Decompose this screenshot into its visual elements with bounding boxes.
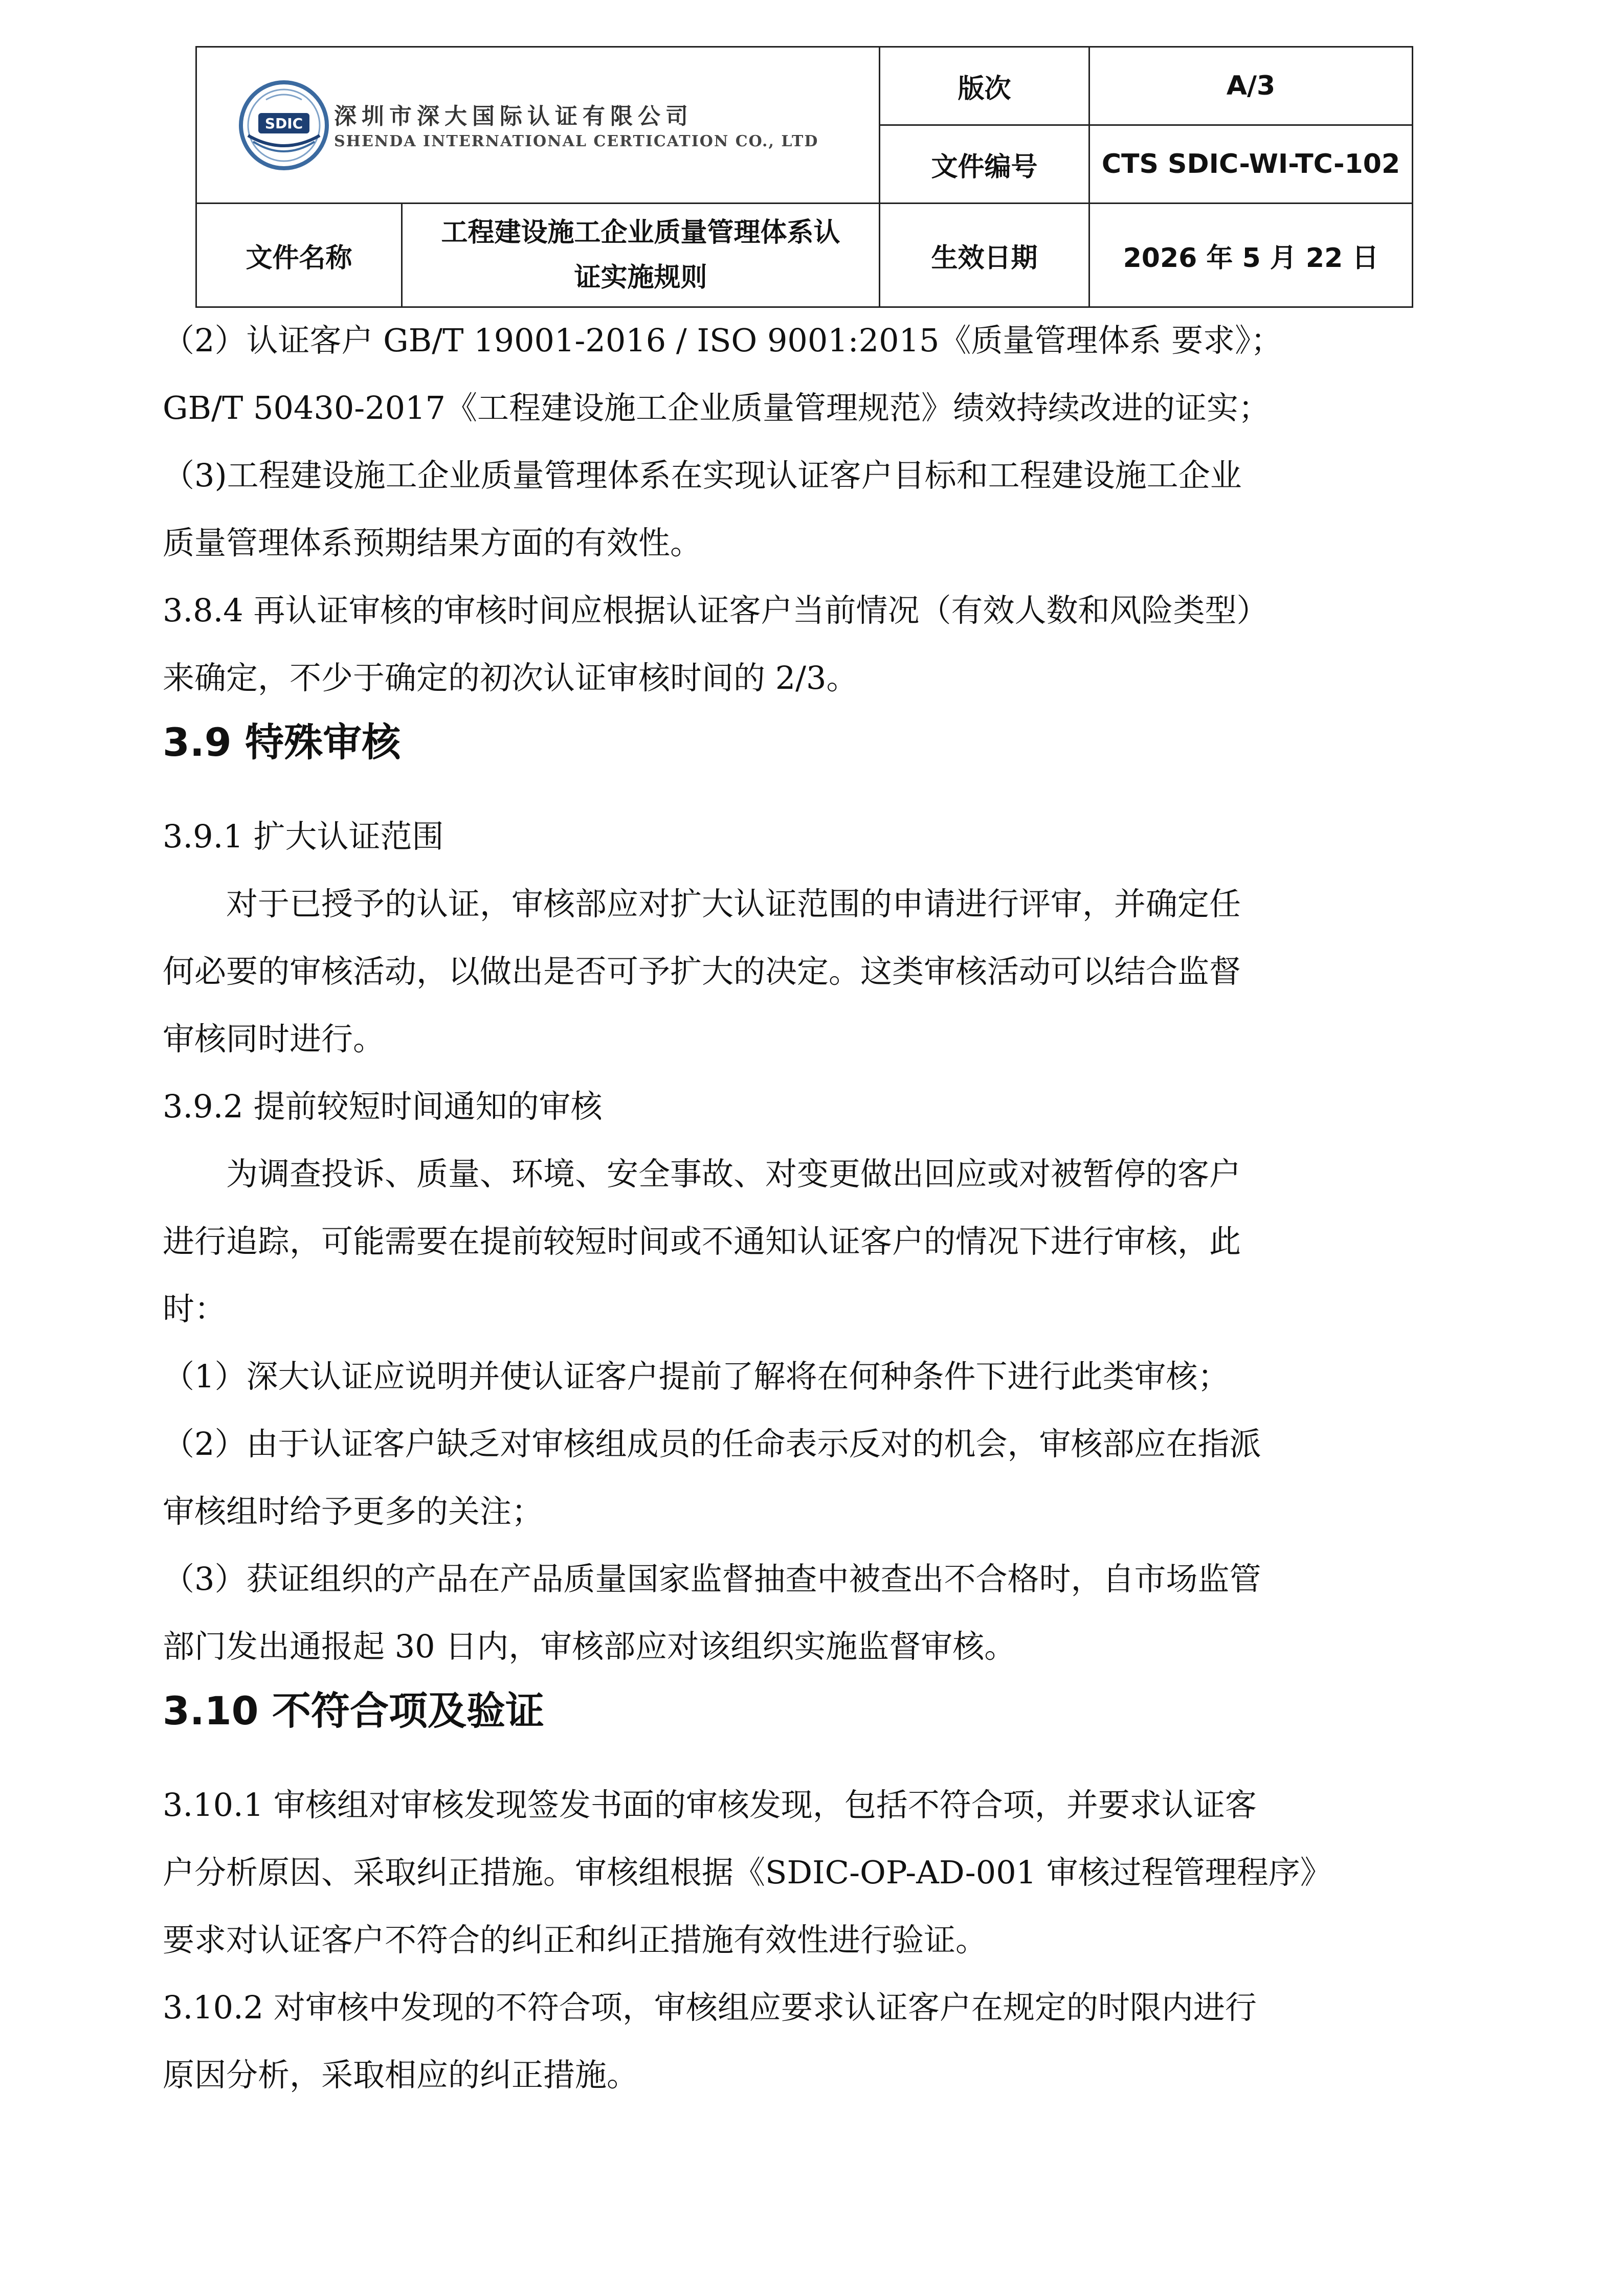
document-header-table	[195, 46, 1413, 308]
paragraph-line: （2）认证客户 GB/T 19001-2016 / ISO 9001:2015《质量管理体系 要求》；	[163, 322, 1283, 359]
section-heading-3-10: 3.10 不符合项及验证	[163, 1688, 544, 1734]
list-item-3: （3）获证组织的产品在产品质量国家监督抽查中被查出不合格时，自市场监管	[163, 1560, 1261, 1597]
paragraph-line: 质量管理体系预期结果方面的有效性。	[163, 524, 702, 561]
version-label: 版次	[880, 47, 1089, 125]
paragraph-line: 部门发出通报起 30 日内，审核部应对该组织实施监督审核。	[163, 1628, 1016, 1665]
paragraph-line: 原因分析，采取相应的纠正措施。	[163, 2056, 639, 2094]
section-heading-3-9: 3.9 特殊审核	[163, 719, 401, 765]
company-logo	[238, 79, 852, 182]
effective-date-value: 2026 年 5 月 22 日	[1089, 204, 1413, 307]
subsection-3-10-2: 3.10.2 对审核中发现的不符合项，审核组应要求认证客户在规定的时限内进行	[163, 1989, 1257, 2026]
list-item-2: （2）由于认证客户缺乏对审核组成员的任命表示反对的机会，审核部应在指派	[163, 1425, 1261, 1462]
paragraph-line: 时：	[163, 1290, 227, 1327]
company-logo-cell	[196, 47, 880, 204]
paragraph-line: （3)工程建设施工企业质量管理体系在实现认证客户目标和工程建设施工企业	[163, 457, 1242, 494]
paragraph-line: 对于已授予的认证，审核部应对扩大认证范围的申请进行评审，并确定任	[226, 885, 1241, 922]
paragraph-line: 要求对认证客户不符合的纠正和纠正措施有效性进行验证。	[163, 1921, 988, 1959]
logo-text: SDIC	[264, 115, 303, 132]
subsection-3-10-1: 3.10.1 审核组对审核发现签发书面的审核发现，包括不符合项，并要求认证客	[163, 1786, 1257, 1824]
subsection-heading-3-9-2: 3.9.2 提前较短时间通知的审核	[163, 1088, 603, 1125]
company-name-cn: 深圳市深大国际认证有限公司	[334, 103, 693, 129]
paragraph-line: 为调查投诉、质量、环境、安全事故、对变更做出回应或对被暂停的客户	[226, 1155, 1241, 1192]
list-item-1: （1）深大认证应说明并使认证客户提前了解将在何种条件下进行此类审核；	[163, 1358, 1230, 1395]
paragraph-line: 审核同时进行。	[163, 1020, 385, 1057]
version-value: A/3	[1089, 47, 1413, 125]
paragraph-line: GB/T 50430-2017《工程建设施工企业质量管理规范》绩效持续改进的证实；	[163, 389, 1271, 426]
doc-name-line-1: 工程建设施工企业质量管理体系认	[441, 217, 840, 248]
paragraph-line: 进行追踪，可能需要在提前较短时间或不通知认证客户的情况下进行审核，此	[163, 1223, 1241, 1260]
sdic-logo-icon	[238, 79, 330, 171]
paragraph-line: 户分析原因、采取纠正措施。审核组根据《SDIC-OP-AD-001 审核过程管理程序》	[163, 1854, 1332, 1891]
doc-name-line-2: 证实施规则	[574, 262, 707, 293]
doc-number-label: 文件编号	[880, 125, 1089, 204]
doc-number-value: CTS SDIC-WI-TC-102	[1089, 125, 1413, 204]
subsection-heading-3-9-1: 3.9.1 扩大认证范围	[163, 818, 444, 855]
doc-name-label: 文件名称	[196, 204, 402, 307]
paragraph-line: 审核组时给予更多的关注；	[163, 1493, 544, 1530]
doc-name-value	[402, 204, 880, 307]
paragraph-line: 来确定，不少于确定的初次认证审核时间的 2/3。	[163, 659, 858, 696]
company-name-en: SHENDA INTERNATIONAL CERTICATION CO., LTD	[334, 132, 819, 150]
effective-date-label: 生效日期	[880, 204, 1089, 307]
paragraph-line: 3.8.4 再认证审核的审核时间应根据认证客户当前情况（有效人数和风险类型）	[163, 592, 1269, 629]
paragraph-line: 何必要的审核活动，以做出是否可予扩大的决定。这类审核活动可以结合监督	[163, 953, 1241, 990]
document-body	[163, 307, 1472, 2109]
